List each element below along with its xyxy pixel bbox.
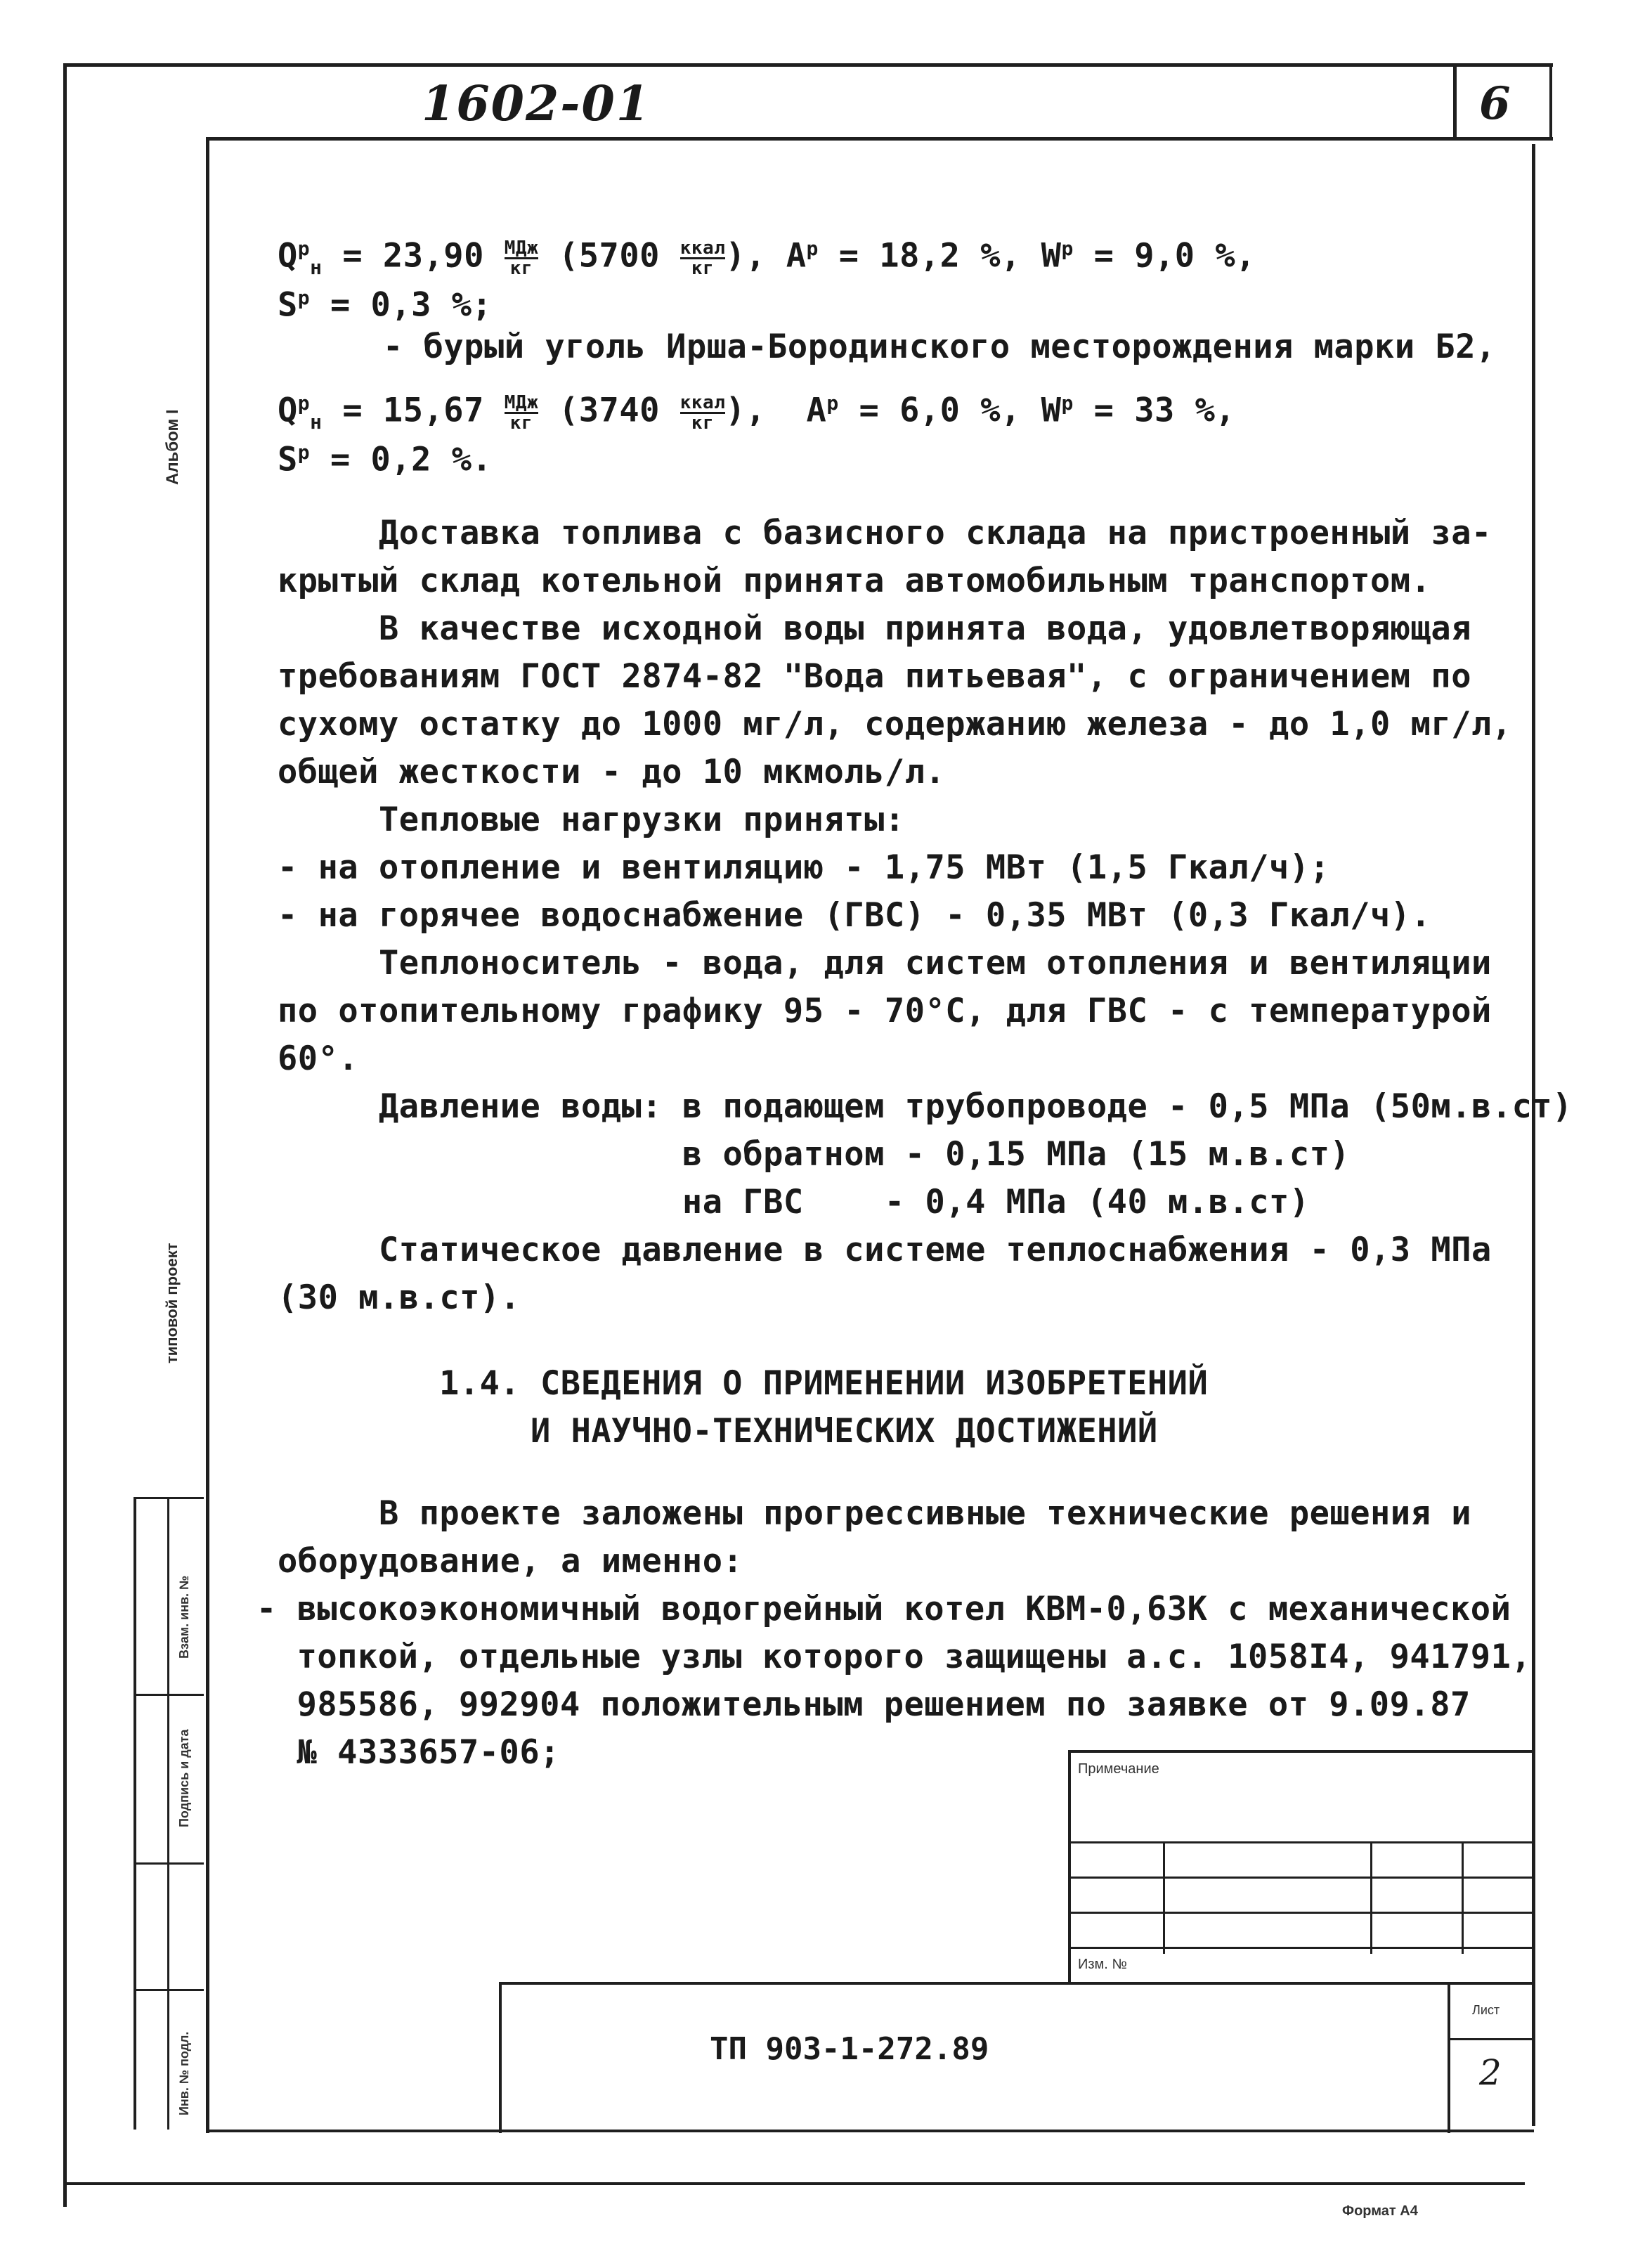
frame-top xyxy=(63,63,1553,67)
para3-line-3: - на горячее водоснабжение (ГВС) - 0,35 МВт (0,3 Гкал/ч). xyxy=(278,896,1431,935)
frame-right xyxy=(1549,63,1552,141)
para5-line-2: в обратном - 0,15 МПа (15 м.в.ст) xyxy=(278,1135,1351,1174)
para5-line-3: на ГВС - 0,4 МПа (40 м.в.ст) xyxy=(278,1183,1310,1221)
inner-frame-top xyxy=(207,137,1553,141)
stamp-col2: Подпись и дата xyxy=(177,1729,191,1827)
formula-line-5: $S^р = 0,2$ %. xyxy=(278,440,493,479)
para2-line-1: В качестве исходной воды принята вода, удовлетворяющая xyxy=(278,609,1471,648)
sheet-number: 6 xyxy=(1479,77,1511,130)
para3-line-1: Тепловые нагрузки приняты: xyxy=(278,801,905,839)
frame-left xyxy=(63,63,67,2207)
sheet-box-divider xyxy=(1453,67,1457,141)
para7-line-3: - высокоэкономичный водогрейный котел КВМ-0,63К с механической xyxy=(256,1590,1511,1628)
para2-line-2: требованиям ГОСТ 2874-82 "Вода питьевая", с ограничением по xyxy=(278,657,1471,696)
para7-line-4: топкой, отдельные узлы которого защищены а.с. 1058I4, 941791, xyxy=(256,1638,1532,1676)
para1-line-2: крытый склад котельной принята автомобильным транспортом. xyxy=(278,562,1431,600)
doc-code: ТП 903-1-272.89 xyxy=(710,2031,989,2067)
section-heading-1: 1.4. СВЕДЕНИЯ О ПРИМЕНЕНИИ ИЗОБРЕТЕНИЙ xyxy=(439,1364,1209,1403)
formula-line-2: $S^р = 0,3$ %; xyxy=(278,285,493,325)
sheet-label: Лист xyxy=(1472,2003,1500,2017)
para6-line-2: (30 м.в.ст). xyxy=(278,1278,521,1317)
para4-line-3: 60°. xyxy=(278,1039,359,1078)
document-body xyxy=(278,225,1573,1595)
para7-line-5: 985586, 992904 положительным решением по заявке от 9.09.87 xyxy=(256,1685,1471,1724)
para6-line-1: Статическое давление в системе теплоснабжения - 0,3 МПа xyxy=(278,1231,1492,1269)
album-label: Альбом I xyxy=(163,409,182,485)
para7-line-1: В проекте заложены прогрессивные технические решения и xyxy=(278,1494,1471,1533)
coal-line: - бурый уголь Ирша-Бородинского месторождения марки Б2, xyxy=(383,328,1496,366)
formula-line-1: $Q^р_н = 23,90$ $\frac{\text{МДж}}{кг}$ (5700 $\frac{\text{ккал}}{кг}$ ), $A^р = 18,2$ %, $W^р = 9,0$ %, xyxy=(278,236,1256,280)
para1-line-1: Доставка топлива с базисного склада на пристроенный за- xyxy=(278,514,1492,552)
para4-line-2: по отопительному графику 95 - 70°С, для ГВС - с температурой xyxy=(278,992,1492,1030)
project-type-label: типовой проект xyxy=(163,1243,181,1363)
bottom-stamp xyxy=(499,1982,1532,2133)
stamp-col3: Взам. инв. № xyxy=(177,1575,191,1659)
para3-line-2: - на отопление и вентиляцию - 1,75 МВт (1,5 Гкал/ч); xyxy=(278,848,1330,887)
inv-label: Изм. № xyxy=(1078,1957,1127,1972)
para5-line-1: Давление воды: в подающем трубопроводе - 0,5 МПа (50м.в.ст) xyxy=(278,1087,1573,1126)
sheet-value: 2 xyxy=(1479,2052,1502,2093)
para7-line-6: № 4333657-06; xyxy=(256,1733,560,1772)
para7-line-2: оборудование, а именно: xyxy=(278,1542,743,1581)
para2-line-4: общей жесткости - до 10 мкмоль/л. xyxy=(278,753,946,791)
revision-table xyxy=(1068,1750,1532,1982)
para4-line-1: Теплоноситель - вода, для систем отопления и вентиляции xyxy=(278,944,1492,983)
inner-frame-left xyxy=(206,137,209,2133)
note-label: Примечание xyxy=(1078,1761,1159,1777)
frame-bottom xyxy=(63,2182,1525,2185)
section-heading-2: И НАУЧНО-ТЕХНИЧЕСКИХ ДОСТИЖЕНИЙ xyxy=(531,1412,1158,1451)
format-label: Формат А4 xyxy=(1342,2203,1418,2219)
para2-line-3: сухому остатку до 1000 мг/л, содержанию железа - до 1,0 мг/л, xyxy=(278,705,1512,744)
handwritten-code: 1602-01 xyxy=(422,76,651,132)
formula-line-4: $Q^р_н = 15,67$ $\frac{\text{МДж}}{кг}$ (3740 $\frac{\text{ккал}}{кг}$ ), $A^р = 6,0$ %, $W^р = 33$ %, xyxy=(278,391,1236,434)
stamp-columns xyxy=(134,1497,204,2130)
stamp-col1: Инв. № подл. xyxy=(177,2031,191,2115)
inner-frame-right xyxy=(1532,144,1535,2126)
